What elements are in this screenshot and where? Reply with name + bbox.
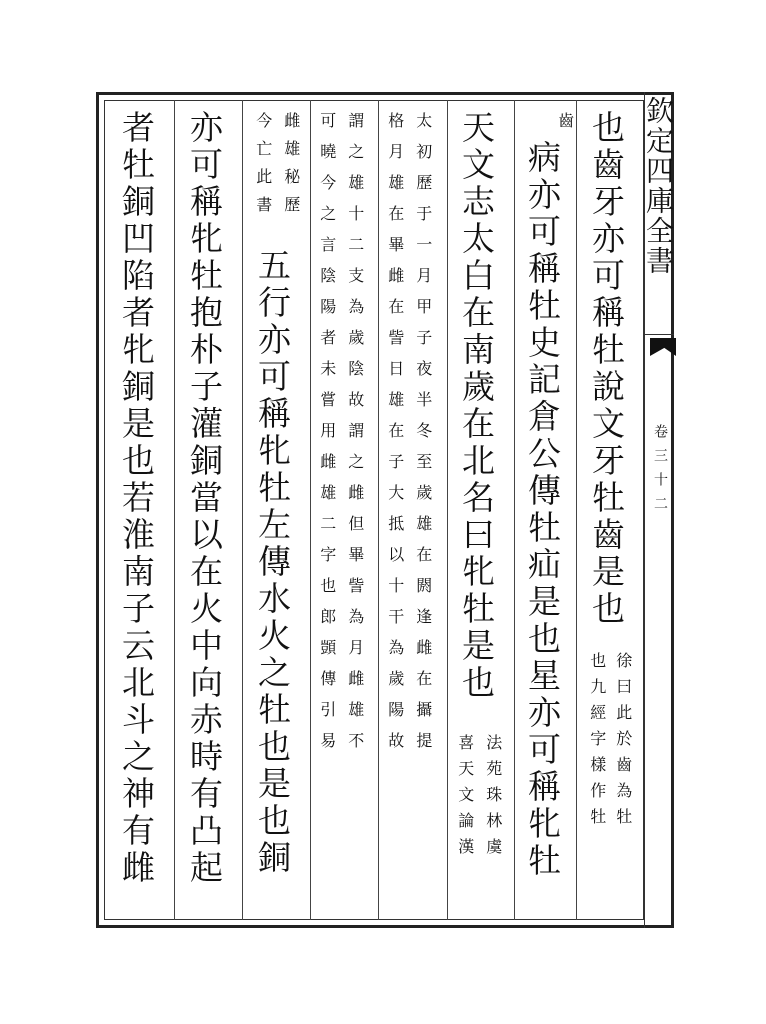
text-column-1: 也齒牙亦可稱牡說文牙牡齒是也: [587, 110, 626, 628]
annotation-2-top: 齒: [555, 112, 575, 138]
text-column-7: 亦可稱牝牡抱朴子灌銅當以在火中向赤時有凸起: [185, 110, 224, 887]
annotation-4b: 格月雄在畢雌在訾日雄在子大抵以十干為歲陽故: [385, 112, 405, 763]
text-column-3: 天文志太白在南歲在北名曰牝牡是也: [457, 110, 496, 702]
annotation-3b: 喜天文論漢: [455, 734, 475, 864]
column-rule: [576, 100, 577, 920]
margin-divider: [644, 334, 674, 335]
annotation-6b: 今亡此書: [253, 112, 273, 224]
annotation-1b: 也九經字樣作牡: [587, 652, 607, 834]
text-column-6: 五行亦可稱牝牡左傳水火之牡也是也銅: [253, 248, 292, 877]
annotation-3a: 法苑珠林虞: [483, 734, 503, 864]
annotation-5b: 可曉今之言陰陽者未嘗用雌雄二字也郎顗傳引易: [317, 112, 337, 763]
margin-volume: 卷三十二: [652, 424, 668, 520]
text-column-2: 病亦可稱牡史記倉公傳牡疝是也星亦可稱牝牡: [523, 140, 562, 880]
column-rule: [174, 100, 175, 920]
column-rule: [378, 100, 379, 920]
column-rule: [447, 100, 448, 920]
column-rule: [514, 100, 515, 920]
annotation-6a: 雌雄秘歷: [281, 112, 301, 224]
column-rule: [310, 100, 311, 920]
margin-title: 欽定四庫全書: [642, 96, 675, 276]
annotation-4a: 太初歷于一月甲子夜半冬至歲雄在閼逢雌在攝提: [413, 112, 433, 763]
column-rule: [242, 100, 243, 920]
text-column-8: 者牡銅凹陷者牝銅是也若淮南子云北斗之神有雌: [117, 110, 156, 887]
annotation-1a: 徐曰此於齒為牡: [613, 652, 633, 834]
annotation-5a: 謂之雄十二支為歲陰故謂之雌但畢訾為月雌雄不: [345, 112, 365, 763]
